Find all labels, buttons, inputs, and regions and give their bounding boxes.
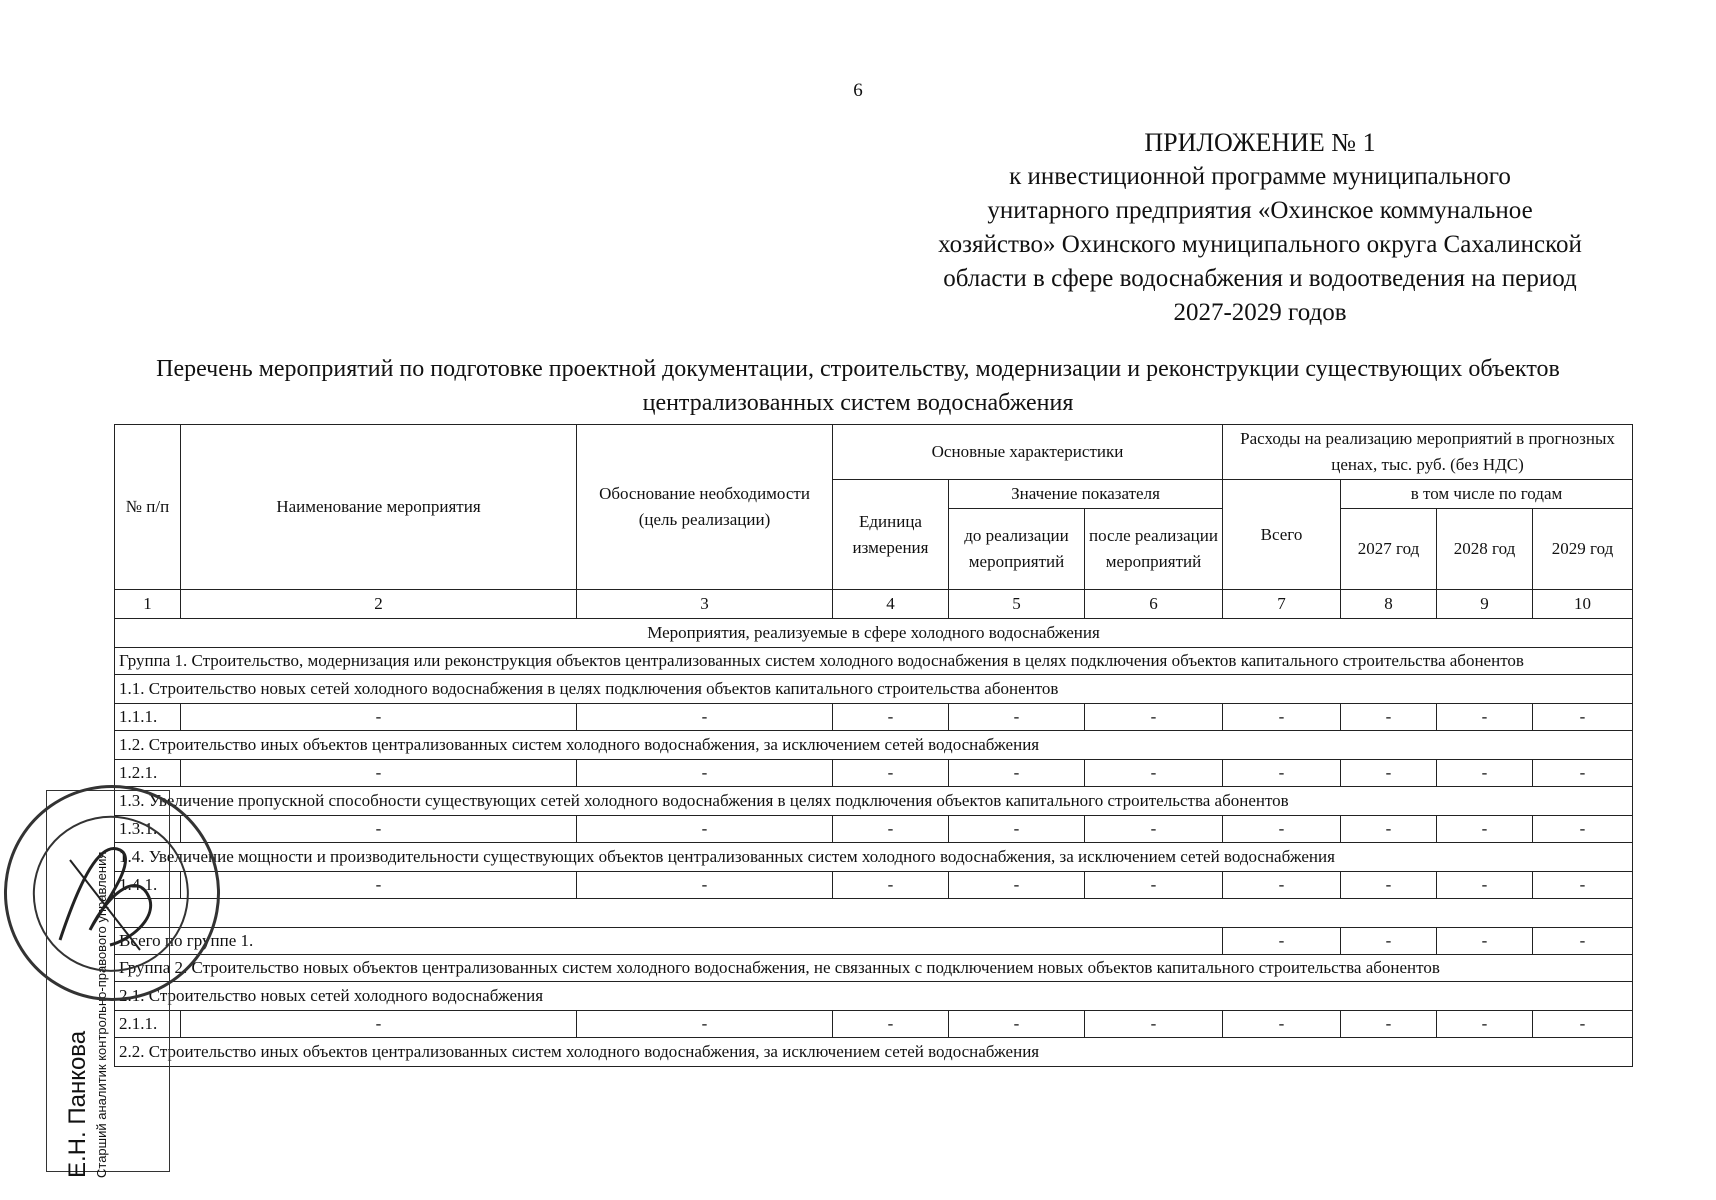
row-number: 1.4.1. bbox=[115, 872, 181, 899]
subgroup-1-2: 1.2. Строительство иных объектов централизованных систем холодного водоснабжения, за исключением сетей водоснабжения bbox=[115, 731, 1633, 760]
certification-text bbox=[64, 851, 109, 1178]
signature-icon bbox=[40, 820, 170, 970]
subgroup-1-3: 1.3. Увеличение пропускной способности существующих сетей холодного водоснабжения в целях подключения объектов капитального строительства абонентов bbox=[115, 787, 1633, 816]
row-number: 1.3.1. bbox=[115, 816, 181, 843]
appendix-line: унитарного предприятия «Охинское коммунальное bbox=[987, 197, 1533, 224]
header-main-characteristics: Основные характеристики bbox=[833, 425, 1223, 480]
column-number: 5 bbox=[949, 590, 1085, 619]
dash-cell: - bbox=[833, 1011, 949, 1038]
certifier-position: Старший аналитик контрольно-правового управления bbox=[94, 851, 109, 1178]
certifier-name: Е.Н. Панкова bbox=[64, 1030, 91, 1178]
header-2028: 2028 год bbox=[1437, 509, 1533, 590]
dash-cell: - bbox=[1223, 928, 1341, 955]
table-row bbox=[115, 760, 1633, 787]
column-number: 8 bbox=[1341, 590, 1437, 619]
header-after: после реализации мероприятий bbox=[1085, 509, 1223, 590]
dash-cell: - bbox=[1533, 816, 1633, 843]
header-by-years: в том числе по годам bbox=[1341, 480, 1633, 509]
subgroup-1-4: 1.4. Увеличение мощности и производительности существующих объектов централизованных систем холодного водоснабжения, за исключением сетей водоснабжения bbox=[115, 843, 1633, 872]
appendix-line: 2027-2029 годов bbox=[1173, 299, 1347, 326]
dash-cell: - bbox=[1223, 760, 1341, 787]
header-2027: 2027 год bbox=[1341, 509, 1437, 590]
dash-cell: - bbox=[1341, 928, 1437, 955]
dash-cell: - bbox=[949, 816, 1085, 843]
dash-cell: - bbox=[181, 1011, 577, 1038]
dash-cell: - bbox=[1533, 704, 1633, 731]
dash-cell: - bbox=[1223, 1011, 1341, 1038]
dash-cell: - bbox=[1437, 816, 1533, 843]
column-number: 10 bbox=[1533, 590, 1633, 619]
dash-cell: - bbox=[1341, 704, 1437, 731]
dash-cell: - bbox=[577, 872, 833, 899]
row-number: 2.1.1. bbox=[115, 1011, 181, 1038]
subgroup-2-2: 2.2. Строительство иных объектов централизованных систем холодного водоснабжения, за исключением сетей водоснабжения bbox=[115, 1038, 1633, 1067]
group-2-heading: Группа 2. Строительство новых объектов централизованных систем холодного водоснабжения, не связанных с подключением новых объектов капитального строительства абонентов bbox=[115, 955, 1633, 982]
column-number: 3 bbox=[577, 590, 833, 619]
dash-cell: - bbox=[1437, 928, 1533, 955]
subgroup-2-1: 2.1. Строительство новых сетей холодного водоснабжения bbox=[115, 982, 1633, 1011]
total-row bbox=[115, 928, 1633, 955]
dash-cell: - bbox=[181, 704, 577, 731]
column-number: 6 bbox=[1085, 590, 1223, 619]
row-number: 1.1.1. bbox=[115, 704, 181, 731]
group-1-heading: Группа 1. Строительство, модернизация или реконструкция объектов централизованных систем холодного водоснабжения в целях подключения объектов капитального строительства абонентов bbox=[115, 648, 1633, 675]
dash-cell: - bbox=[949, 760, 1085, 787]
dash-cell: - bbox=[1223, 872, 1341, 899]
dash-cell: - bbox=[949, 1011, 1085, 1038]
dash-cell: - bbox=[833, 872, 949, 899]
dash-cell: - bbox=[181, 816, 577, 843]
list-title-line: централизованных систем водоснабжения bbox=[642, 390, 1074, 416]
dash-cell: - bbox=[833, 704, 949, 731]
appendix-header bbox=[880, 126, 1640, 330]
blank-row bbox=[115, 899, 1633, 928]
header-indicator-value: Значение показателя bbox=[949, 480, 1223, 509]
list-title-line: Перечень мероприятий по подготовке проектной документации, строительству, модернизации и реконструкции существующих объектов bbox=[156, 356, 1560, 382]
dash-cell: - bbox=[577, 760, 833, 787]
dash-cell: - bbox=[1437, 760, 1533, 787]
dash-cell: - bbox=[1533, 928, 1633, 955]
section-cold-water: Мероприятия, реализуемые в сфере холодного водоснабжения bbox=[115, 619, 1633, 648]
page-number: 6 bbox=[853, 80, 863, 101]
dash-cell: - bbox=[1341, 1011, 1437, 1038]
appendix-line: к инвестиционной программе муниципального bbox=[1009, 163, 1511, 190]
appendix-line: хозяйство» Охинского муниципального округа Сахалинской bbox=[938, 231, 1582, 258]
appendix-title: ПРИЛОЖЕНИЕ № 1 bbox=[1144, 128, 1376, 157]
table-row bbox=[115, 704, 1633, 731]
dash-cell: - bbox=[1085, 816, 1223, 843]
dash-cell: - bbox=[1437, 1011, 1533, 1038]
dash-cell: - bbox=[1341, 872, 1437, 899]
dash-cell: - bbox=[1223, 704, 1341, 731]
column-number: 4 bbox=[833, 590, 949, 619]
dash-cell: - bbox=[1437, 872, 1533, 899]
column-number: 1 bbox=[115, 590, 181, 619]
dash-cell: - bbox=[1533, 1011, 1633, 1038]
dash-cell: - bbox=[1341, 816, 1437, 843]
dash-cell: - bbox=[833, 760, 949, 787]
header-costs: Расходы на реализацию мероприятий в прогнозных ценах, тыс. руб. (без НДС) bbox=[1223, 425, 1633, 480]
subgroup-1-1: 1.1. Строительство новых сетей холодного водоснабжения в целях подключения объектов капитального строительства абонентов bbox=[115, 675, 1633, 704]
dash-cell: - bbox=[833, 816, 949, 843]
column-number: 7 bbox=[1223, 590, 1341, 619]
dash-cell: - bbox=[1533, 760, 1633, 787]
header-before: до реализации мероприятий bbox=[949, 509, 1085, 590]
dash-cell: - bbox=[1341, 760, 1437, 787]
measures-table bbox=[114, 424, 1633, 1067]
column-number: 9 bbox=[1437, 590, 1533, 619]
dash-cell: - bbox=[1533, 872, 1633, 899]
dash-cell: - bbox=[1085, 872, 1223, 899]
dash-cell: - bbox=[181, 760, 577, 787]
dash-cell: - bbox=[949, 872, 1085, 899]
header-unit: Единица измерения bbox=[833, 480, 949, 590]
list-title bbox=[60, 352, 1656, 420]
header-name: Наименование мероприятия bbox=[181, 425, 577, 590]
dash-cell: - bbox=[577, 704, 833, 731]
column-number: 2 bbox=[181, 590, 577, 619]
dash-cell: - bbox=[1085, 760, 1223, 787]
row-number: 1.2.1. bbox=[115, 760, 181, 787]
table-row bbox=[115, 816, 1633, 843]
appendix-line: области в сфере водоснабжения и водоотведения на период bbox=[943, 265, 1577, 292]
dash-cell: - bbox=[949, 704, 1085, 731]
dash-cell: - bbox=[577, 1011, 833, 1038]
header-2029: 2029 год bbox=[1533, 509, 1633, 590]
header-num: № п/п bbox=[115, 425, 181, 590]
dash-cell: - bbox=[1085, 1011, 1223, 1038]
dash-cell: - bbox=[577, 816, 833, 843]
dash-cell: - bbox=[1437, 704, 1533, 731]
header-justification: Обоснование необходимости (цель реализации) bbox=[577, 425, 833, 590]
dash-cell: - bbox=[1223, 816, 1341, 843]
dash-cell: - bbox=[1085, 704, 1223, 731]
table-row bbox=[115, 1011, 1633, 1038]
header-total: Всего bbox=[1223, 480, 1341, 590]
dash-cell: - bbox=[181, 872, 577, 899]
table-row bbox=[115, 872, 1633, 899]
total-group-1-label: Всего по группе 1. bbox=[115, 928, 1223, 955]
